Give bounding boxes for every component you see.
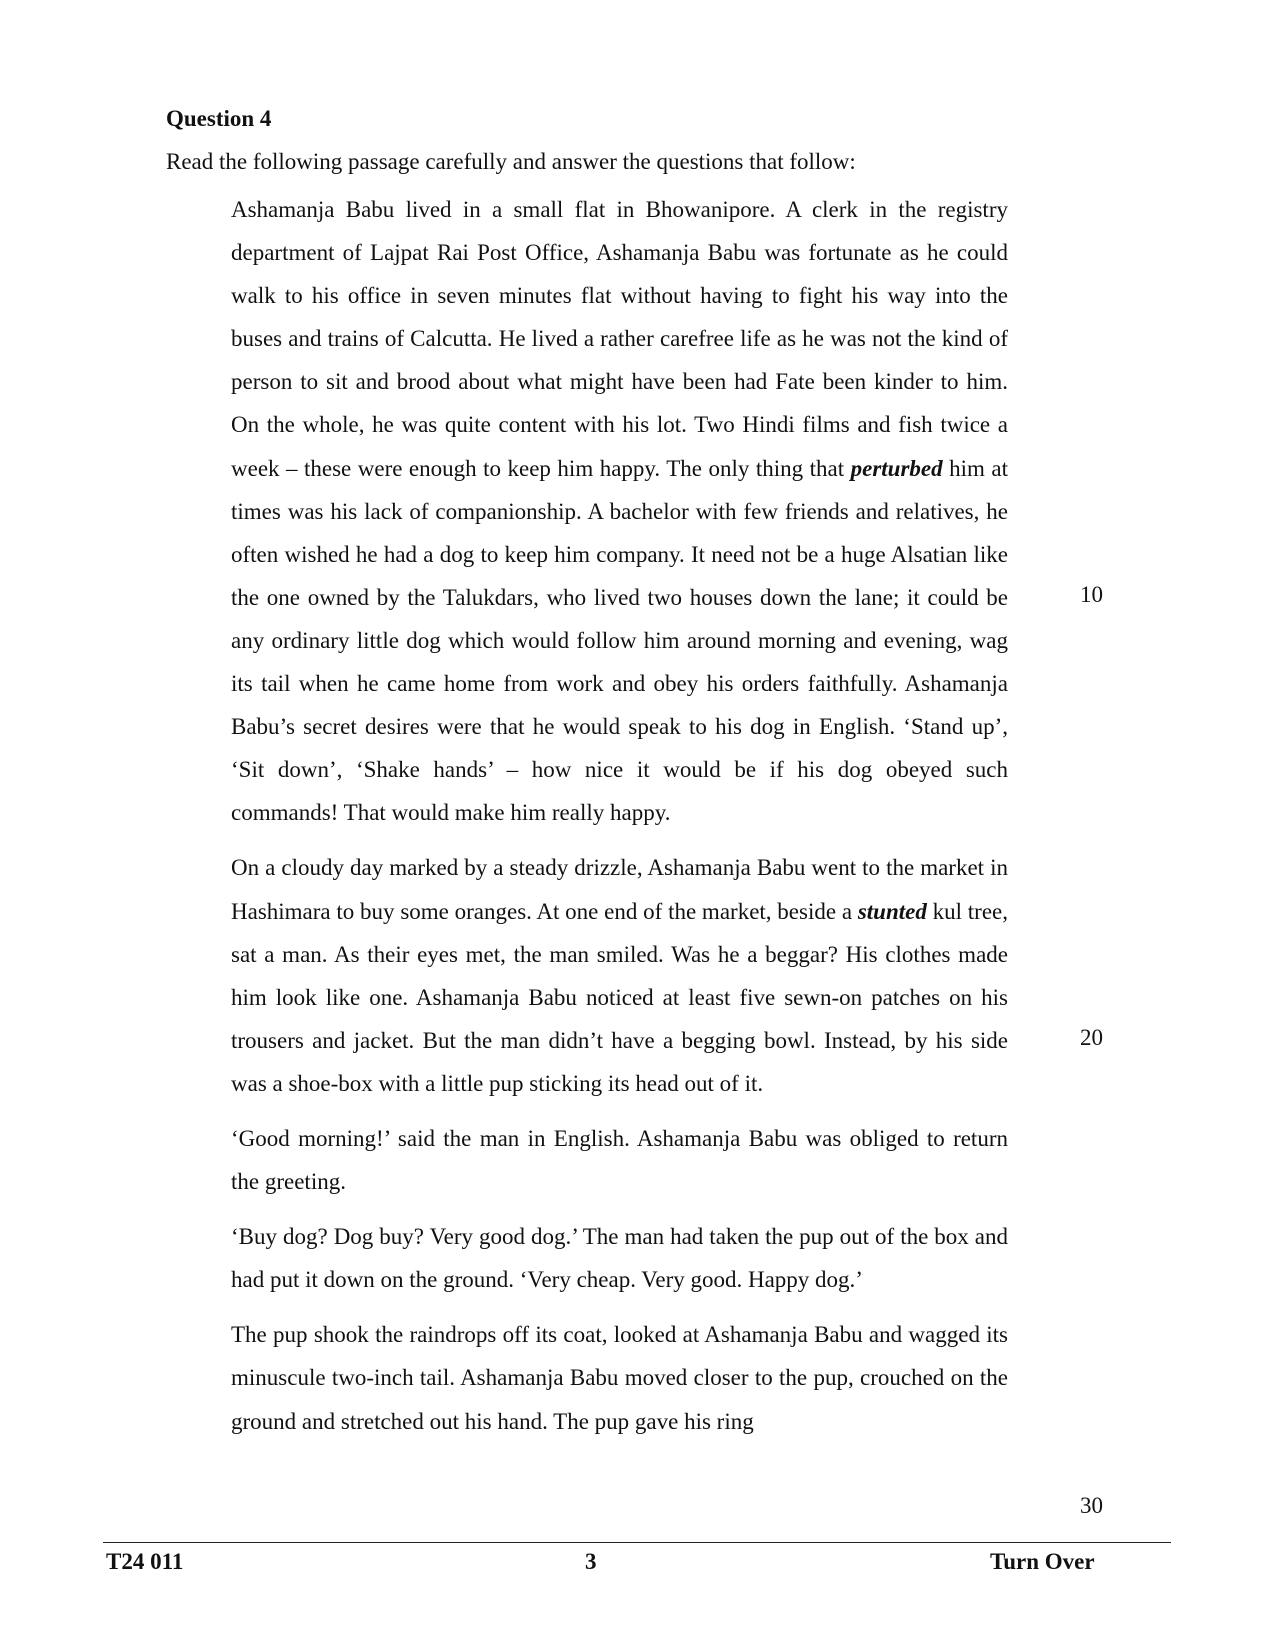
paper-code: T24 011 [106, 1549, 184, 1574]
passage-text: kul tree, sat a man. As their eyes met, the man smiled. Was he a beggar? His clothes made him look like one. Ashamanja Babu noticed at least five sewn-on patches on his trousers and jacket. But the man didn’t have a begging bowl. Instead, by his side was a shoe-box with a little pup sticking its head out of it. [231, 898, 1009, 1096]
passage-paragraph-2 [231, 846, 1008, 1105]
emphasized-word-perturbed: perturbed [850, 455, 943, 481]
page-number: 3 [585, 1549, 597, 1574]
passage-paragraph-3: ‘Good morning!’ said the man in English. Ashamanja Babu was obliged to return the greeting. [231, 1125, 1008, 1195]
turn-over-label: Turn Over [990, 1549, 1095, 1574]
passage-paragraph-1 [231, 188, 1008, 834]
emphasized-word-stunted: stunted [857, 898, 927, 924]
line-number-10: 10 [1080, 582, 1103, 607]
passage-text: Ashamanja Babu lived in a small flat in Bhowanipore. A clerk in the registry department of Lajpat Rai Post Office, Ashamanja Babu was fortunate as he could walk to his office in seven minutes flat without having to fight his way into the buses and trains of Calcutta. He lived a rather carefree life as he was not the kind of person to sit and brood about what might have been had Fate been kinder to him. On the whole, he was quite content with his lot. Two Hindi films and fish twice a week – these were enough to keep him happy. The only thing that [231, 197, 1008, 481]
footer-divider [103, 1542, 1171, 1543]
passage-paragraph-4: ‘Buy dog? Dog buy? Very good dog.’ The man had taken the pup out of the box and had put it down on the ground. ‘Very cheap. Very good. Happy dog.’ [231, 1224, 1008, 1293]
passage-paragraph-5: The pup shook the raindrops off its coat, looked at Ashamanja Babu and wagged its minuscule two-inch tail. Ashamanja Babu moved closer to the pup, crouched on the ground and stretched out his hand. The pup gave his ring [231, 1322, 1008, 1434]
passage-text: him at times was his lack of companionship. A bachelor with few friends and relatives, he often wished he had a dog to keep him company. It need not be a huge Alsatian like the one owned by the Talukdars, who lived two houses down the lane; it could be any ordinary little dog which would follow him around morning and evening, wag its tail when he came home from work and obey his orders faithfully. Ashamanja Babu’s secret desires were that he would speak to his dog in English. ‘Stand up’, ‘Sit down’, ‘Shake hands’ – how nice it would be if his dog obeyed such commands! That would make him really happy. [231, 455, 1008, 826]
passage-text: On a cloudy day marked by a steady drizzle, Ashamanja Babu went to the market in Hashimara to buy some oranges. At one end of the market, beside a [231, 855, 1008, 924]
reading-passage [231, 188, 1008, 1443]
question-instruction: Read the following passage carefully and answer the questions that follow: [166, 149, 856, 174]
line-number-20: 20 [1080, 1025, 1103, 1050]
line-number-30: 30 [1080, 1493, 1103, 1518]
question-title: Question 4 [166, 106, 272, 131]
